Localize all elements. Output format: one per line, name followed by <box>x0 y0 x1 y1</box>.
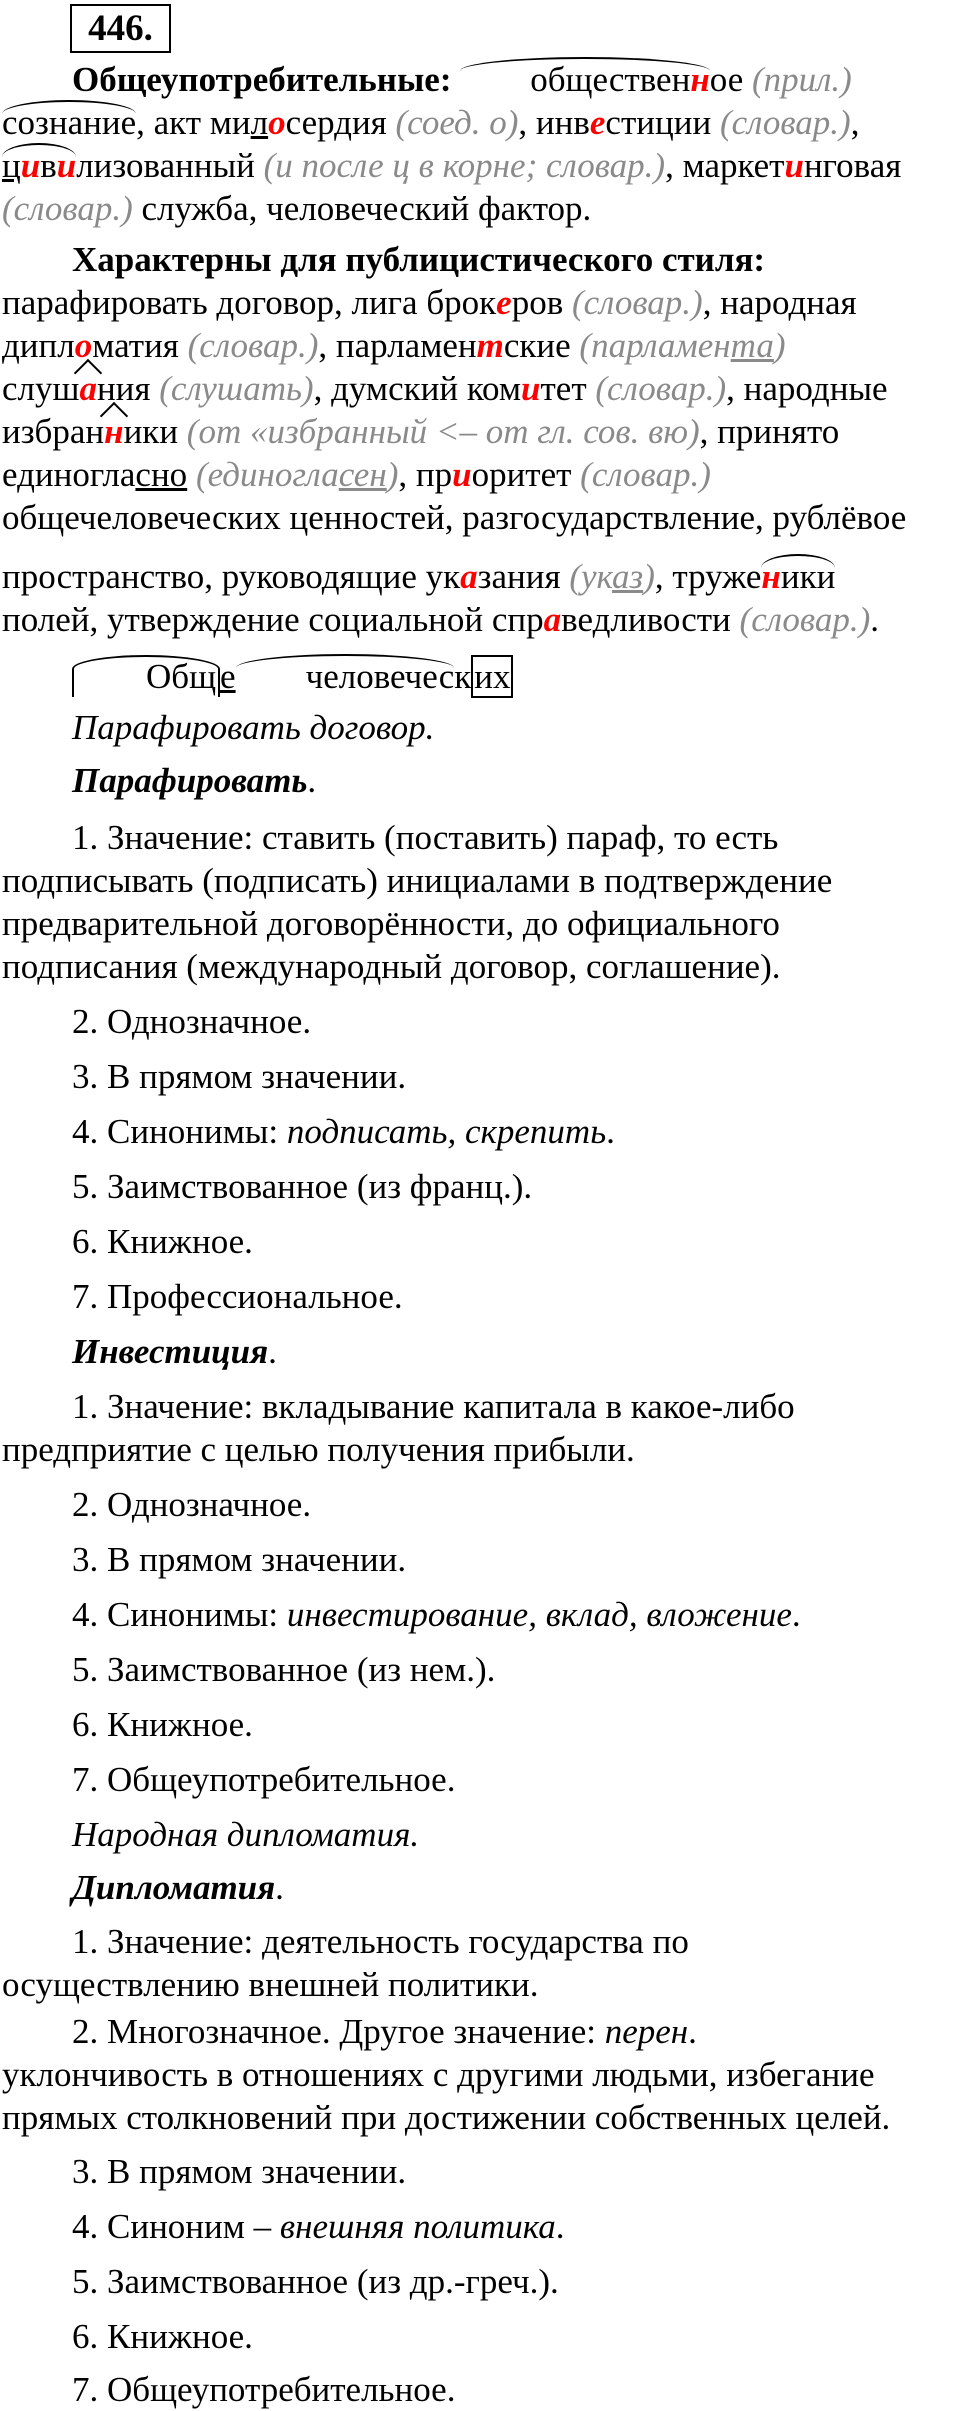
publicistic-heading: Характерны для публицистического стиля: <box>72 240 766 279</box>
common-line-4: (словар.) служба, человеческий фактор. <box>2 189 592 228</box>
word-truzheniki-suffix: ники <box>761 554 835 597</box>
w1-item-6: 6. Книжное. <box>72 1222 253 1261</box>
publicistic-line-6: общечеловеческих ценностей, разгосударствление, рублёвое <box>2 498 907 537</box>
common-line-3: цивилизованный (и после ц в корне; словар.), маркетинговая <box>2 144 956 187</box>
word-title-diplomatiya: Дипломатия. <box>72 1868 284 1907</box>
w2-item-6: 6. Книжное. <box>72 1705 253 1744</box>
w2-item-4: 4. Синонимы: инвестирование, вклад, вложение. <box>72 1595 801 1634</box>
common-line-2: сознание, акт милосердия (соед. о), инвестиции (словар.), <box>2 101 956 144</box>
publicistic-line-8: полей, утверждение социальной справедливости (словар.). <box>2 600 880 639</box>
w3-item-7: 7. Общеупотребительное. <box>72 2370 456 2409</box>
w3-item-2c: прямых столкновений при достижении собственных целей. <box>2 2098 891 2137</box>
word-title-parafirovat: Парафировать. <box>72 761 317 800</box>
common-heading: Общеупотребительные: <box>72 60 452 99</box>
publicistic-line-1: парафировать договор, лига брокеров (словар.), народная <box>2 283 857 322</box>
w2-item-1b: предприятие с целью получения прибыли. <box>2 1430 635 1469</box>
w2-item-3: 3. В прямом значении. <box>72 1540 407 1579</box>
ending-ikh: их <box>471 655 513 698</box>
w1-item-2: 2. Однозначное. <box>72 1002 312 1041</box>
publicistic-line-5: единогласно (единогласен), приоритет (словар.) <box>2 455 711 494</box>
word-tsivilizovannyi-root: циви <box>2 143 76 186</box>
w1-item-1a: 1. Значение: ставить (поставить) параф, то есть <box>72 818 779 857</box>
root-obshch: Общ <box>72 655 220 697</box>
w3-item-4: 4. Синоним – внешняя политика. <box>72 2207 565 2246</box>
w1-item-3: 3. В прямом значении. <box>72 1057 407 1096</box>
suffix-roof-mark: а <box>79 369 97 408</box>
exercise-number: 446. <box>70 4 171 53</box>
publicistic-line-2: дипломатия (словар.), парламентские (парламента) <box>2 326 786 365</box>
w1-item-1b: подписывать (подписать) инициалами в подтверждение <box>2 861 833 900</box>
w1-item-1c: предварительной договорённости, до официального <box>2 904 780 943</box>
w3-item-3: 3. В прямом значении. <box>72 2152 407 2191</box>
connecting-vowel: е <box>220 657 236 696</box>
w3-item-6: 6. Книжное. <box>72 2317 253 2356</box>
common-line-1: Общеупотребительные: общественное (прил.) <box>2 58 956 101</box>
w3-item-2a: 2. Многозначное. Другое значение: перен. <box>72 2012 697 2051</box>
publicistic-line-3: слушания (слушать), думский комитет (словар.), народные <box>2 369 888 408</box>
publicistic-line-4: избранники (от «избранный <– от гл. сов. вю), принято <box>2 412 840 451</box>
publicistic-line-7: пространство, руководящие указания (указ), труженики <box>2 555 956 598</box>
w1-item-4: 4. Синонимы: подписать, скрепить. <box>72 1112 615 1151</box>
suffix-roof-mark: н <box>104 412 124 451</box>
word-obshchestvennoe: общественн <box>460 57 710 100</box>
phrase-narodnaya-diplomatiya: Народная дипломатия. <box>72 1815 420 1854</box>
word-soznanie: сознание <box>2 100 136 143</box>
root-chelovech: человечес <box>236 654 455 697</box>
w1-item-1d: подписания (международный договор, соглашение). <box>2 947 781 986</box>
word-title-investitsiya: Инвестиция. <box>72 1332 277 1371</box>
w2-item-5: 5. Заимствованное (из нем.). <box>72 1650 496 1689</box>
w3-item-5: 5. Заимствованное (из др.-греч.). <box>72 2262 559 2301</box>
word-parse-obshchechelovecheskikh: Общ е человеческих <box>2 655 956 698</box>
w3-item-1a: 1. Значение: деятельность государства по <box>72 1922 689 1961</box>
w1-item-7: 7. Профессиональное. <box>72 1277 403 1316</box>
w3-item-2b: уклончивость в отношениях с другими людьми, избегание <box>2 2055 875 2094</box>
w2-item-7: 7. Общеупотребительное. <box>72 1760 456 1799</box>
w2-item-2: 2. Однозначное. <box>72 1485 312 1524</box>
w1-item-5: 5. Заимствованное (из франц.). <box>72 1167 533 1206</box>
w3-item-1b: осуществлению внешней политики. <box>2 1965 539 2004</box>
w2-item-1a: 1. Значение: вкладывание капитала в какое-либо <box>72 1387 795 1426</box>
phrase-parafirovat: Парафировать договор. <box>72 708 435 747</box>
